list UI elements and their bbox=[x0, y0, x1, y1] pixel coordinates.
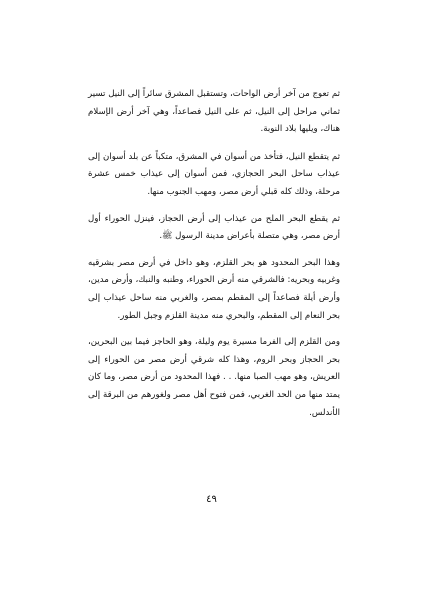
page-number: ٤٩ bbox=[206, 494, 217, 505]
paragraph-5: ومن القلزم إلى الفرما مسيرة يوم وليلة، وهو الحاجز فيما بين البحرين، بحر الحجاز وبحر الروم، وهذا كله شرقي أرض مصر من الحوراء إلى العريش، وهو مهب الصبا منها. . . فهذا المحدود من أرض مصر، وما كان يمتد منها من الحد الغربي، فمن فتوح أهل مصر ولغورهم من البرقة إلى الأندلس. bbox=[88, 337, 340, 418]
paragraph-4: وهذا البحر المحدود هو بحر القلزم، وهو داخل في أرض مصر بشرقيه وغربيه وبحريه: فالشرقي منه أرض الحوراء، وطنبه والنبك، وأرض مدين، وأرض أيلة فصاعداً إلى المقطم بمصر، والغربي منه ساحل عيذاب إلى بحر النعام إلى المقطم، والبحري منه مدينة القلزم وجبل الطور. bbox=[88, 257, 340, 321]
paragraph-1: ثم تعوج من آخر أرض الواحات، وتستقبل المشرق سائراً إلى النيل تسير ثماني مراحل إلى النيل، ثم على النيل فصاعداً، وهي آخر أرض الإسلام هناك، ويليها بلاد النوبة. bbox=[88, 89, 340, 135]
paragraph-3: ثم يقطع البحر الملح من عيذاب إلى أرض الحجاز، فينزل الحوراء أول أرض مصر، وهي متصلة بأعراض مدينة الرسول ﷺ. bbox=[88, 213, 340, 242]
paragraph-2: ثم يتقطع النيل، فتأخذ من أسوان في المشرق، متكباً عن بلد أسوان إلى عيذاب ساحل البحر الحجازي، فمن أسوان إلى عيذاب خمس عشرة مرحلة، وذلك كله قبلي أرض مصر، ومهب الجنوب منها. bbox=[88, 151, 340, 197]
body-text bbox=[88, 86, 340, 422]
